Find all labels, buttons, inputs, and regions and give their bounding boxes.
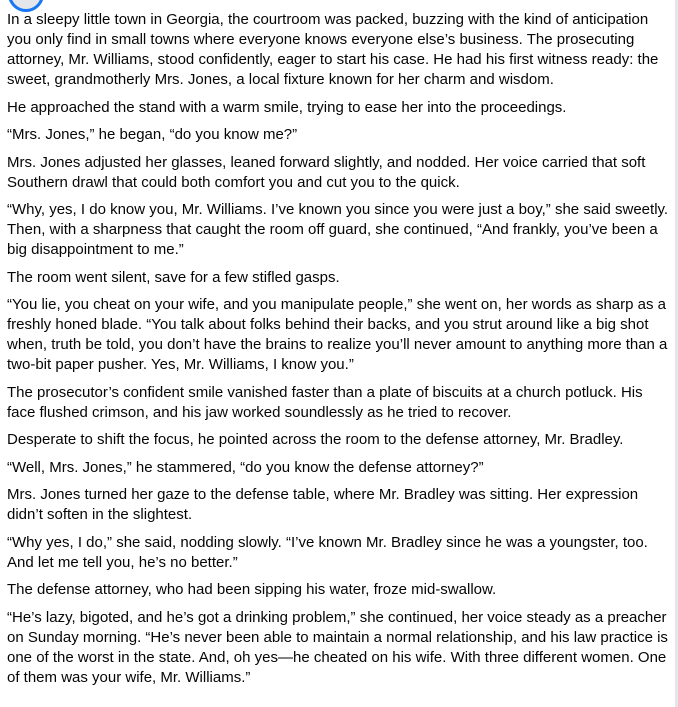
post-paragraph: Mrs. Jones adjusted her glasses, leaned forward slightly, and nodded. Her voice carried that soft Southern drawl that could both comfort you and cut you to the quick. — [7, 153, 646, 191]
post-paragraph: The room went silent, save for a few stifled gasps. — [7, 268, 340, 286]
post-paragraph: The prosecutor’s confident smile vanished faster than a plate of biscuits at a church potluck. His face flushed crimson, and his jaw worked soundlessly as he tried to recover. — [7, 383, 643, 421]
post-paragraph: “Why yes, I do,” she said, nodding slowly. “I’ve known Mr. Bradley since he was a youngster, too. And let me tell you, he’s no better.” — [7, 533, 648, 571]
post-paragraph: “Mrs. Jones,” he began, “do you know me?” — [7, 126, 298, 143]
post-paragraph: He approached the stand with a warm smile, trying to ease her into the proceedings. — [7, 98, 567, 116]
post-text — [7, 10, 669, 695]
post-header — [8, 0, 44, 4]
post-paragraph: “He’s lazy, bigoted, and he’s got a drinking problem,” she continued, her voice steady as a preacher on Sunday morning. “He’s never been able to maintain a normal relationship, and his law practice is one of the worst in the state. And, oh yes—he cheated on his wife. With three different women. One of them was your wife, Mr. Williams.” — [7, 608, 668, 686]
post-paragraph: “Well, Mrs. Jones,” he stammered, “do you know the defense attorney?” — [7, 458, 484, 476]
post-paragraph: The defense attorney, who had been sipping his water, froze mid-swallow. — [7, 581, 497, 598]
post-paragraph: Desperate to shift the focus, he pointed across the room to the defense attorney, Mr. Bradley. — [7, 431, 624, 448]
post-paragraph: “Why, yes, I do know you, Mr. Williams. I’ve known you since you were just a boy,” she said sweetly. Then, with a sharpness that caught the room off guard, she continued, “And frankly, you’ve been a big disappointment to me.” — [7, 201, 669, 258]
post-paragraph: In a sleepy little town in Georgia, the courtroom was packed, buzzing with the kind of anticipation you only find in small towns where everyone knows everyone else’s business. The prosecuting attorney, Mr. Williams, stood confidently, eager to start his case. He had his first witness ready: the sweet, grandmotherly Mrs. Jones, a local fixture known for her charm and wisdom. — [7, 11, 659, 88]
post-paragraph: “You lie, you cheat on your wife, and you manipulate people,” she went on, her words as sharp as a freshly honed blade. “You talk about folks behind their backs, and you strut around like a big shot when, truth be told, you don’t have the brains to realize you’ll never amount to anything more than a two-bit paper pusher. Yes, Mr. Williams, I know you.” — [7, 296, 668, 373]
post-paragraph: Mrs. Jones turned her gaze to the defense table, where Mr. Bradley was sitting. Her expression didn’t soften in the slightest. — [7, 486, 639, 523]
